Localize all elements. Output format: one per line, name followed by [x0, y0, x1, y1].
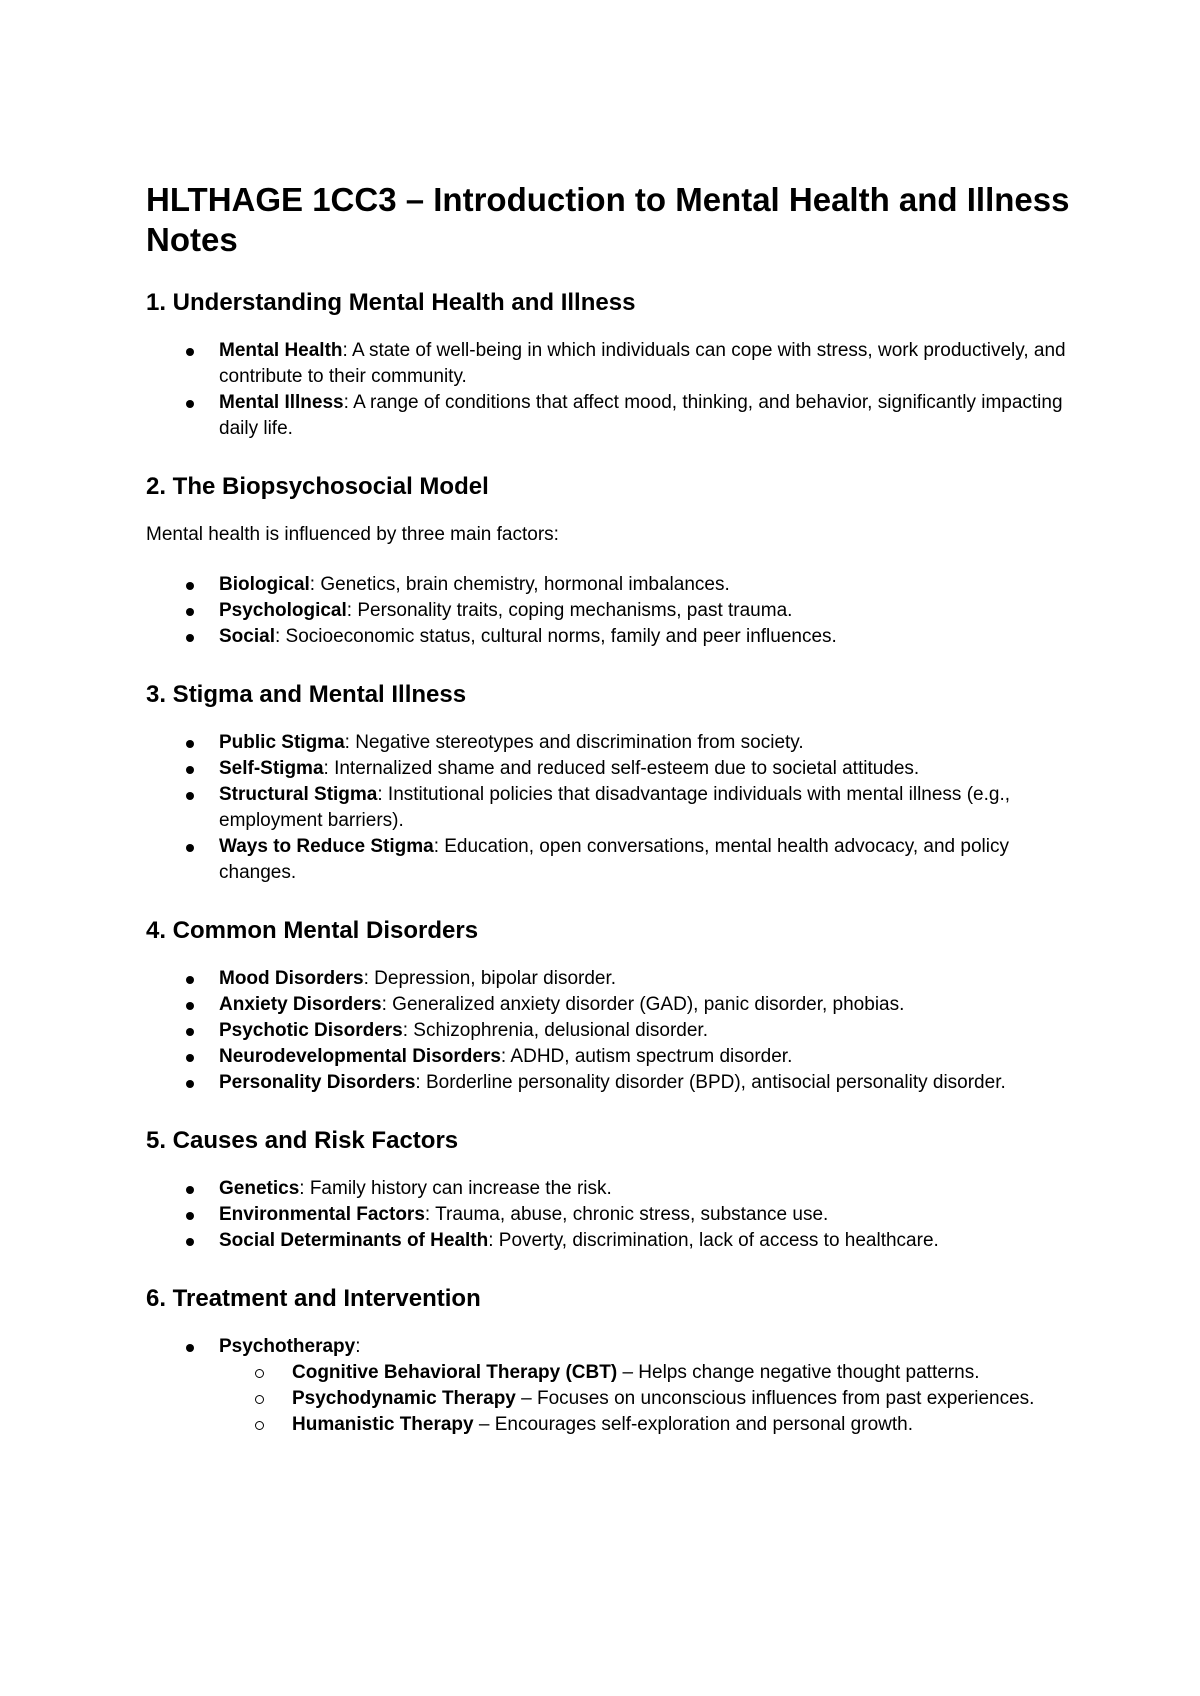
item-text: : Family history can increase the risk.	[299, 1178, 612, 1199]
bullet-icon	[186, 1186, 194, 1194]
list-item	[146, 992, 1076, 1018]
list-item	[146, 1018, 1076, 1044]
section-heading: 1. Understanding Mental Health and Illness	[146, 289, 636, 316]
hollow-bullet-icon	[255, 1369, 264, 1378]
bullet-icon	[186, 1212, 194, 1220]
item-text: – Helps change negative thought patterns.	[617, 1362, 980, 1383]
bullet-icon	[186, 792, 194, 800]
item-text: : A range of conditions that affect mood, thinking, and behavior, significantly impacting daily life.	[219, 392, 1063, 439]
section-heading: 5. Causes and Risk Factors	[146, 1127, 459, 1154]
item-text: : A state of well-being in which individuals can cope with stress, work productively, and contribute to their community.	[219, 340, 1066, 387]
item-term: Psychodynamic Therapy	[292, 1388, 516, 1409]
bullet-list	[146, 338, 1076, 442]
item-text: : Borderline personality disorder (BPD), antisocial personality disorder.	[415, 1072, 1006, 1093]
bullet-icon	[186, 582, 194, 590]
hollow-bullet-icon	[255, 1421, 264, 1430]
list-item	[146, 834, 1076, 886]
list-item	[146, 1202, 1076, 1228]
section-heading: 4. Common Mental Disorders	[146, 917, 479, 944]
bullet-list	[146, 1176, 1076, 1254]
item-text: : Internalized shame and reduced self-esteem due to societal attitudes.	[323, 758, 920, 779]
bullet-icon	[186, 740, 194, 748]
list-item	[146, 1176, 1076, 1202]
section-understanding	[146, 288, 1076, 442]
list-item	[146, 1044, 1076, 1070]
bullet-icon	[186, 1002, 194, 1010]
item-text: : Poverty, discrimination, lack of access to healthcare.	[488, 1230, 939, 1251]
bullet-icon	[186, 348, 194, 356]
item-text: : Personality traits, coping mechanisms, past trauma.	[346, 600, 793, 621]
item-term: Social Determinants of Health	[219, 1230, 489, 1251]
section-biopsychosocial	[146, 472, 1076, 650]
bullet-icon	[186, 634, 194, 642]
bullet-icon	[186, 1238, 194, 1246]
item-term: Environmental Factors	[219, 1204, 425, 1225]
section-heading: 6. Treatment and Intervention	[146, 1285, 481, 1312]
sub-list-item	[219, 1386, 1076, 1412]
item-text: : Depression, bipolar disorder.	[363, 968, 617, 989]
item-text: : Schizophrenia, delusional disorder.	[402, 1020, 708, 1041]
bullet-icon	[186, 1028, 194, 1036]
item-term: Biological	[219, 574, 310, 595]
bullet-icon	[186, 1344, 194, 1352]
item-term: Humanistic Therapy	[292, 1414, 474, 1435]
item-term: Psychotherapy	[219, 1336, 356, 1357]
item-text: :	[355, 1336, 361, 1357]
item-term: Self-Stigma	[219, 758, 324, 779]
item-term: Social	[219, 626, 275, 647]
item-term: Cognitive Behavioral Therapy (CBT)	[292, 1362, 618, 1383]
item-text: : Trauma, abuse, chronic stress, substance use.	[424, 1204, 829, 1225]
section-intro: Mental health is influenced by three main factors:	[146, 524, 559, 545]
bullet-icon	[186, 1080, 194, 1088]
section-stigma	[146, 680, 1076, 886]
section-heading: 2. The Biopsychosocial Model	[146, 473, 489, 500]
list-item	[146, 1228, 1076, 1254]
item-text: : Generalized anxiety disorder (GAD), panic disorder, phobias.	[381, 994, 905, 1015]
item-text: : Negative stereotypes and discrimination from society.	[344, 732, 804, 753]
bullet-icon	[186, 844, 194, 852]
list-item	[146, 756, 1076, 782]
item-term: Anxiety Disorders	[219, 994, 382, 1015]
bullet-icon	[186, 1054, 194, 1062]
document-page	[146, 180, 1076, 1468]
item-term: Structural Stigma	[219, 784, 378, 805]
list-item	[146, 572, 1076, 598]
item-term: Genetics	[219, 1178, 300, 1199]
section-disorders	[146, 916, 1076, 1096]
list-item	[146, 624, 1076, 650]
sub-list-item	[219, 1412, 1076, 1438]
item-term: Mental Health	[219, 340, 343, 361]
bullet-list	[146, 572, 1076, 650]
list-item	[146, 730, 1076, 756]
list-item	[146, 390, 1076, 442]
bullet-list	[146, 1334, 1076, 1438]
bullet-icon	[186, 766, 194, 774]
section-treatment	[146, 1284, 1076, 1438]
list-item	[146, 966, 1076, 992]
sub-list-item	[219, 1360, 1076, 1386]
item-term: Public Stigma	[219, 732, 345, 753]
bullet-icon	[186, 976, 194, 984]
list-item	[146, 1070, 1076, 1096]
item-term: Personality Disorders	[219, 1072, 416, 1093]
section-causes	[146, 1126, 1076, 1254]
hollow-bullet-icon	[255, 1395, 264, 1404]
bullet-icon	[186, 608, 194, 616]
item-text: – Focuses on unconscious influences from past experiences.	[515, 1388, 1035, 1409]
bullet-list	[146, 730, 1076, 886]
item-text: : Education, open conversations, mental health advocacy, and policy changes.	[219, 836, 1009, 883]
item-text: : Genetics, brain chemistry, hormonal imbalances.	[309, 574, 730, 595]
item-term: Ways to Reduce Stigma	[219, 836, 434, 857]
item-term: Neurodevelopmental Disorders	[219, 1046, 501, 1067]
sub-bullet-list	[219, 1360, 1076, 1438]
item-text: : ADHD, autism spectrum disorder.	[500, 1046, 793, 1067]
item-text: : Socioeconomic status, cultural norms, family and peer influences.	[274, 626, 837, 647]
list-item	[146, 598, 1076, 624]
item-term: Mood Disorders	[219, 968, 364, 989]
bullet-icon	[186, 400, 194, 408]
item-term: Psychotic Disorders	[219, 1020, 403, 1041]
item-term: Mental Illness	[219, 392, 344, 413]
list-item	[146, 1334, 1076, 1438]
bullet-list	[146, 966, 1076, 1096]
item-text: – Encourages self-exploration and personal growth.	[473, 1414, 913, 1435]
section-heading: 3. Stigma and Mental Illness	[146, 681, 467, 708]
item-term: Psychological	[219, 600, 347, 621]
list-item	[146, 338, 1076, 390]
document-title: HLTHAGE 1CC3 – Introduction to Mental Health and Illness Notes	[146, 181, 1070, 258]
list-item	[146, 782, 1076, 834]
item-text: : Institutional policies that disadvantage individuals with mental illness (e.g., employment barriers).	[219, 784, 1010, 831]
